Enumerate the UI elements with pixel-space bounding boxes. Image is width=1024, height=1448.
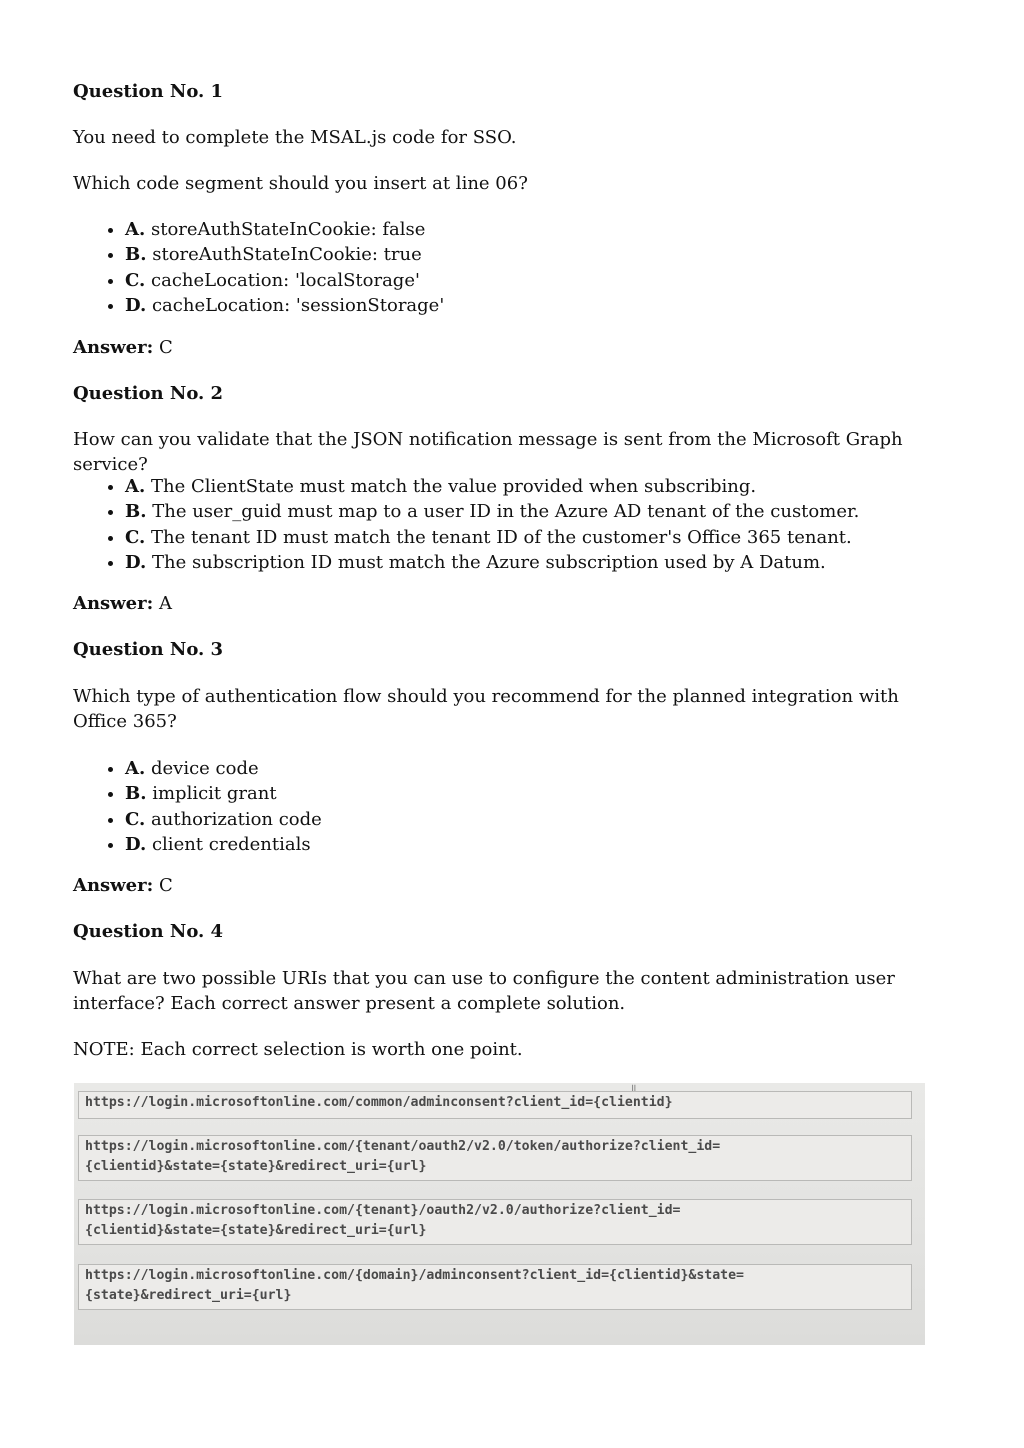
option-text: cacheLocation: 'sessionStorage' (151, 294, 445, 316)
question-text: You need to complete the MSAL.js code for SSO. (73, 127, 517, 148)
option-letter: B. (125, 783, 147, 805)
option-letter: C. (125, 269, 146, 291)
option-item (125, 268, 953, 293)
option-item (125, 832, 953, 857)
option-letter: C. (125, 808, 146, 830)
question-1-text-2 (73, 171, 953, 196)
question-3-answer (73, 873, 953, 898)
option-text: implicit grant (152, 783, 277, 805)
answer-value: A (159, 593, 172, 614)
answer-label: Answer: (73, 337, 154, 358)
question-text: How can you validate that the JSON notification message is sent from the Microsoft Graph service? (73, 429, 903, 475)
question-4-text-1 (73, 966, 953, 1016)
option-letter: D. (125, 551, 147, 573)
question-3-text (73, 684, 923, 734)
question-text: What are two possible URIs that you can use to configure the content administration user interface? Each correct answer present a complete solution. (73, 968, 895, 1014)
option-text: authorization code (151, 808, 322, 830)
question-3-options (73, 756, 953, 857)
option-letter: C. (125, 526, 146, 548)
option-text: The subscription ID must match the Azure subscription used by A Datum. (151, 551, 826, 573)
option-letter: B. (125, 501, 147, 523)
option-item (125, 550, 953, 575)
question-title: Question No. 1 (73, 81, 224, 102)
question-title: Question No. 2 (73, 383, 224, 404)
option-letter: A. (125, 219, 146, 240)
question-2-options (73, 474, 953, 575)
option-item (125, 525, 953, 550)
option-item (125, 756, 953, 781)
question-1-text-1 (73, 125, 953, 150)
question-text: Which code segment should you insert at line 06? (73, 173, 528, 194)
option-letter: A. (125, 476, 146, 497)
option-item (125, 474, 953, 499)
answer-label: Answer: (73, 875, 154, 896)
option-text: client credentials (151, 833, 311, 855)
option-item (125, 293, 953, 318)
uri-option-3: https://login.microsoftonline.com/{tenant}/oauth2/v2.0/authorize?client_id= {clientid}&state={state}&redirect_uri={url} (78, 1199, 912, 1245)
answer-value: C (159, 875, 173, 896)
option-item (125, 499, 953, 524)
question-4 (73, 919, 953, 944)
uri-option-1: https://login.microsoftonline.com/common/adminconsent?client_id={clientid} (78, 1091, 912, 1119)
question-2 (73, 381, 953, 406)
uri-options-screenshot (74, 1083, 925, 1345)
question-1-options (73, 217, 953, 318)
question-title: Question No. 3 (73, 639, 224, 660)
option-letter: D. (125, 294, 147, 316)
uri-option-2: https://login.microsoftonline.com/{tenant/oauth2/v2.0/token/authorize?client_id= {clientid}&state={state}&redirect_uri={url} (78, 1135, 912, 1181)
option-item (125, 807, 953, 832)
option-text: The user_guid must map to a user ID in the Azure AD tenant of the customer. (152, 501, 860, 523)
uri-option-4: https://login.microsoftonline.com/{domain}/adminconsent?client_id={clientid}&state= {state}&redirect_uri={url} (78, 1264, 912, 1310)
answer-value: C (159, 337, 173, 358)
option-letter: D. (125, 833, 147, 855)
option-text: The tenant ID must match the tenant ID of the customer's Office 365 tenant. (151, 526, 852, 548)
question-note: NOTE: Each correct selection is worth one point. (73, 1039, 523, 1060)
question-2-text (73, 427, 973, 477)
question-3 (73, 637, 953, 662)
question-4-text-2 (73, 1037, 953, 1062)
question-1 (73, 79, 953, 104)
option-item (125, 217, 953, 242)
option-letter: A. (125, 758, 146, 779)
option-item (125, 781, 953, 806)
option-text: storeAuthStateInCookie: true (152, 244, 422, 266)
option-item (125, 242, 953, 267)
option-letter: B. (125, 244, 147, 266)
option-text: The ClientState must match the value provided when subscribing. (150, 476, 757, 497)
option-text: cacheLocation: 'localStorage' (151, 269, 420, 291)
option-text: device code (150, 758, 259, 779)
question-2-answer (73, 591, 953, 616)
option-text: storeAuthStateInCookie: false (150, 219, 426, 240)
answer-label: Answer: (73, 593, 154, 614)
question-1-answer (73, 335, 953, 360)
question-title: Question No. 4 (73, 921, 224, 942)
question-text: Which type of authentication flow should you recommend for the planned integration with Office 365? (73, 686, 899, 732)
